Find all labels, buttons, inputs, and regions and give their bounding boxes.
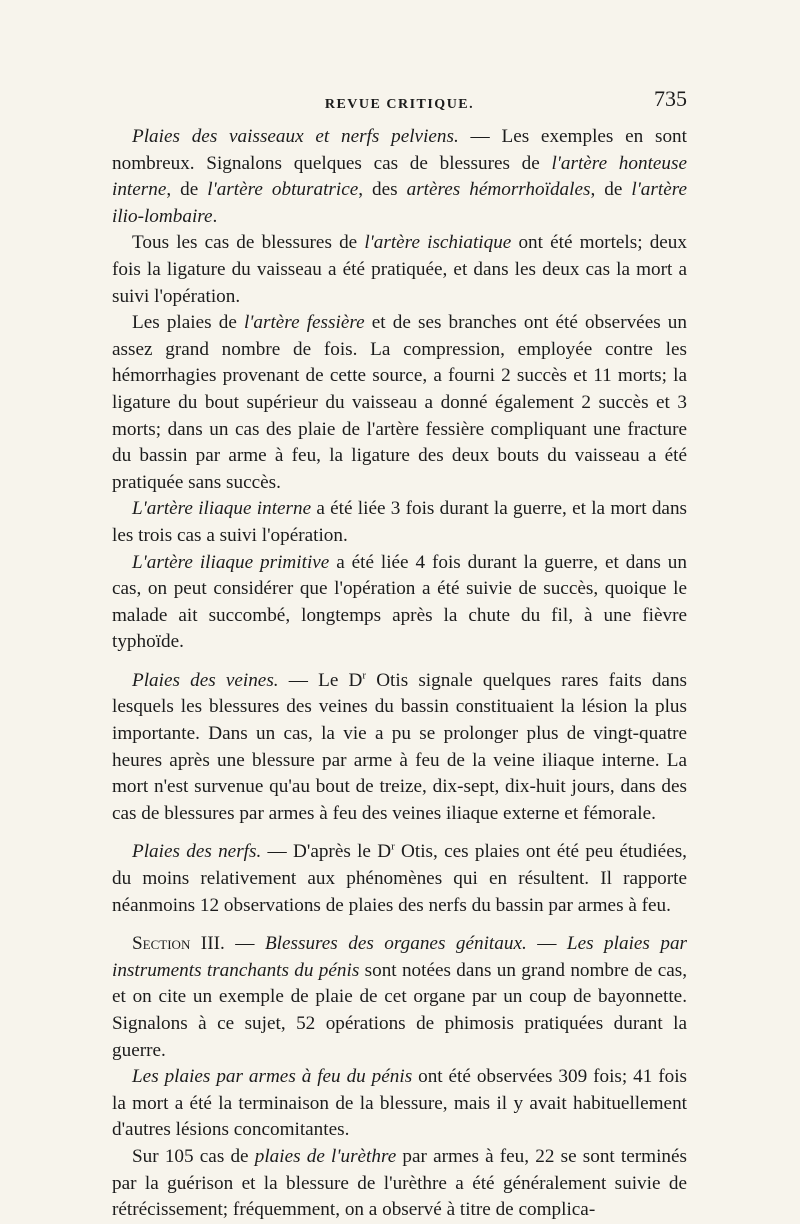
paragraph-iliaque-interne: L'artère iliaque interne a été liée 3 fois durant la guerre, et la mort dans les trois cas a suivi l'opération. [112,498,688,546]
paragraph-artere-ischiatique: Tous les cas de blessures de l'artère ischiatique ont été mortels; deux fois la ligature du vaisseau a été pratiquée, et dans les deux cas la mort a suivi l'opération. [112,232,687,307]
paragraph-plaies-urethre: Sur 105 cas de plaies de l'urèthre par armes à feu, 22 se sont terminés par la guérison et la blessure de l'urèthre a été généralement suivie de rétrécissement; fréquemment, on a observé à titre de complica- [112,1145,687,1221]
paragraph-section-iii: Section III. — Blessures des organes génitaux. — Les plaies par instruments tranchants du pénis sont notées dans un grand nombre de cas, et on cite un exemple de plaie de cet organe par un coup de bayonnette. Signalons à ce sujet, 52 opérations de phimosis pratiquées durant la guerre. [112,933,688,1061]
running-header [112,86,687,118]
paragraph-plaies-armes-feu-penis: Les plaies par armes à feu du pénis ont été observées 309 fois; 41 fois la mort a été la terminaison de la blessure, mais il y avait habituellement d'autres lésions concomitantes. [112,1066,687,1141]
paragraph-plaies-nerfs: Plaies des nerfs. — D'après le $D^r$ Otis, ces plaies ont été peu étudiées, du moins relativement aux phénomènes qui en résultent. Il rapporte néanmoins 12 observations de plaies des nerfs du bassin par armes à feu. [112,841,687,916]
paragraph-plaies-vaisseaux: Plaies des vaisseaux et nerfs pelviens. — Les exemples en sont nombreux. Signalons quelques cas de blessures de l'artère honteuse interne, de l'artère obturatrice, des artères hémorrhoïdales, de l'artère ilio-lombaire. [112,126,687,227]
document-page [112,86,688,1224]
section-number: Section III. [132,933,225,955]
paragraph-iliaque-primitive: L'artère iliaque primitive a été liée 4 fois durant la guerre, et dans un cas, on peut considérer que l'opération a été suivie de succès, quoique le malade ait succombé, longtemps après la chute du fil, à une fièvre typhoïde. [112,551,687,653]
section-heading-veines: Plaies des veines. [132,669,279,691]
paragraph-artere-fessiere: Les plaies de l'artère fessière et de ses branches ont été observées un assez grand nombre de fois. La compression, employée contre les hémorrhagies provenant de cette source, a fourni 2 succès et 11 morts; la ligature du bout supérieur du vaisseau a donné également 2 succès et 3 morts; dans un cas des plaie de l'artère fessière compliquant une fracture du bassin par arme à feu, la ligature des deux bouts du vaisseau a été pratiquée sans succès. [112,312,687,493]
page-number: 735 [654,86,687,111]
running-title: REVUE CRITIQUE. [324,97,475,112]
paragraph-plaies-veines: Plaies des veines. — Le $D^r$ Otis signale quelques rares faits dans lesquels les blessures des veines du bassin constituaient la lésion la plus importante. Dans un cas, la vie a pu se prolonger plus de vingt-quatre heures après une blessure par arme à feu de la veine iliaque interne. La mort n'est survenue qu'au bout de treize, dix-sept, dix-huit jours, dans des cas de blessures par armes à feu des veines iliaque externe et fémorale. [112,669,688,824]
section-title: Blessures des organes génitaux. [264,933,527,955]
section-heading-nerfs: Plaies des nerfs. [132,841,262,863]
section-heading-vaisseaux: Plaies des vaisseaux et nerfs pelviens. [132,126,459,147]
